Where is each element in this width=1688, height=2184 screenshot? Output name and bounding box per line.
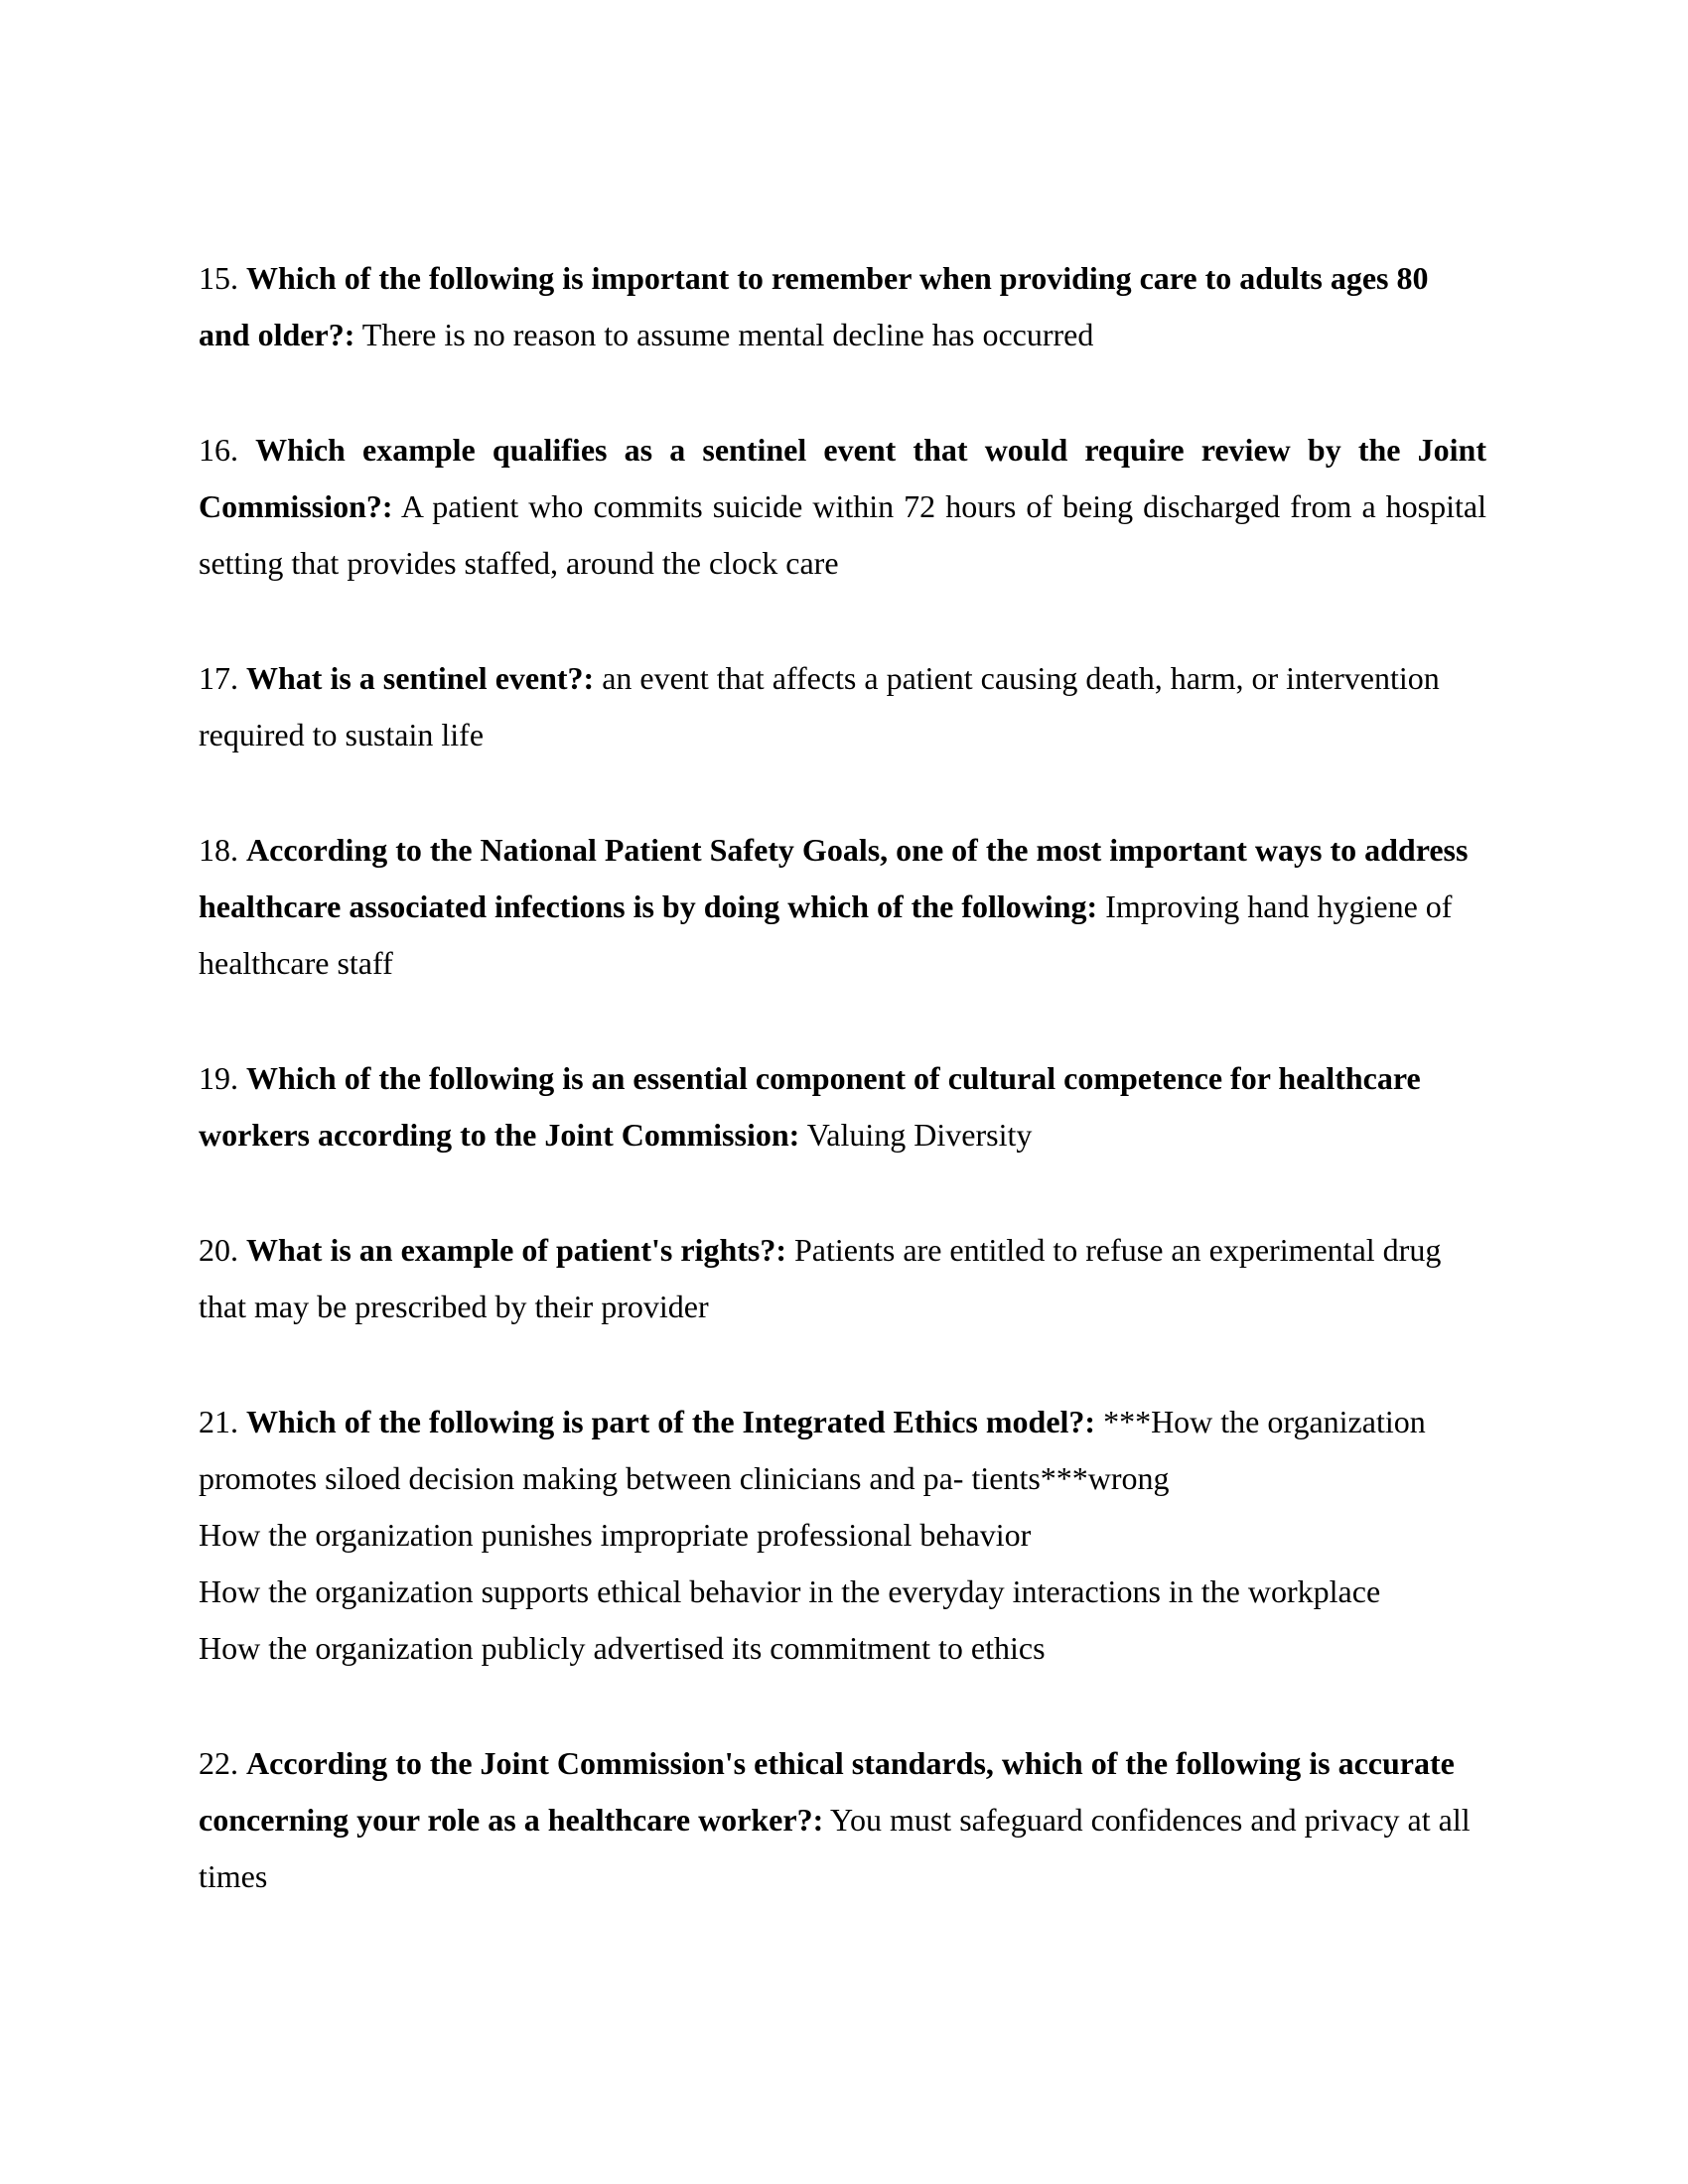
question-text: Which of the following is important to remember when providing care to adults ages 80 and older?: bbox=[199, 260, 1429, 352]
question-text: According to the National Patient Safety Goals, one of the most important ways to address healthcare associated infections is by doing which of the following: bbox=[199, 832, 1469, 924]
answer-text: ***How the organization promotes siloed decision making between clinicians and pa- tients***wrong bbox=[199, 1404, 1426, 1496]
qa-paragraph bbox=[199, 422, 1486, 592]
answer-text: Patients are entitled to refuse an experimental drug that may be prescribed by their provider bbox=[199, 1232, 1442, 1324]
qa-item-15 bbox=[199, 250, 1486, 363]
qa-item-20 bbox=[199, 1222, 1486, 1335]
qa-item-18 bbox=[199, 822, 1486, 992]
question-number: 21. bbox=[199, 1404, 238, 1439]
question-text: Which of the following is part of the Integrated Ethics model?: bbox=[246, 1404, 1096, 1439]
question-text: Which of the following is an essential component of cultural competence for healthcare workers according to the Joint Commission: bbox=[199, 1060, 1421, 1153]
question-number: 17. bbox=[199, 660, 238, 696]
qa-paragraph bbox=[199, 1050, 1486, 1163]
question-number: 18. bbox=[199, 832, 238, 868]
answer-option: How the organization supports ethical behavior in the everyday interactions in the workplace bbox=[199, 1573, 1381, 1609]
qa-paragraph bbox=[199, 822, 1486, 992]
answer-text: You must safeguard confidences and privacy at all times bbox=[199, 1802, 1471, 1894]
qa-item-21 bbox=[199, 1394, 1486, 1677]
question-number: 15. bbox=[199, 260, 238, 296]
qa-item-16 bbox=[199, 422, 1486, 592]
qa-list bbox=[199, 250, 1486, 1964]
question-text: Which example qualifies as a sentinel event that would require review by the Joint Commission?: bbox=[199, 432, 1487, 524]
question-text: What is an example of patient's rights?: bbox=[246, 1232, 786, 1268]
question-number: 19. bbox=[199, 1060, 238, 1096]
answer-text: There is no reason to assume mental decline has occurred bbox=[361, 317, 1094, 352]
question-number: 22. bbox=[199, 1745, 238, 1781]
question-text: What is a sentinel event?: bbox=[246, 660, 595, 696]
qa-paragraph bbox=[199, 1394, 1486, 1507]
answer-text: Valuing Diversity bbox=[806, 1117, 1033, 1153]
question-text: According to the Joint Commission's ethical standards, which of the following is accurate concerning your role as a healthcare worker?: bbox=[199, 1745, 1455, 1838]
qa-item-19 bbox=[199, 1050, 1486, 1163]
qa-paragraph bbox=[199, 650, 1486, 763]
answer-option: How the organization punishes impropriate professional behavior bbox=[199, 1517, 1032, 1553]
answer-text: Improving hand hygiene of healthcare staff bbox=[199, 888, 1453, 981]
qa-paragraph bbox=[199, 1735, 1486, 1905]
qa-paragraph bbox=[199, 250, 1486, 363]
answer-text: A patient who commits suicide within 72 hours of being discharged from a hospital setting that provides staffed, around the clock care bbox=[199, 488, 1487, 581]
question-number: 16. bbox=[199, 432, 238, 468]
qa-item-22 bbox=[199, 1735, 1486, 1905]
answer-option: How the organization publicly advertised its commitment to ethics bbox=[199, 1630, 1046, 1666]
qa-paragraph bbox=[199, 1222, 1486, 1335]
qa-item-17 bbox=[199, 650, 1486, 763]
question-number: 20. bbox=[199, 1232, 238, 1268]
answer-text: an event that affects a patient causing death, harm, or intervention required to sustain life bbox=[199, 660, 1440, 752]
